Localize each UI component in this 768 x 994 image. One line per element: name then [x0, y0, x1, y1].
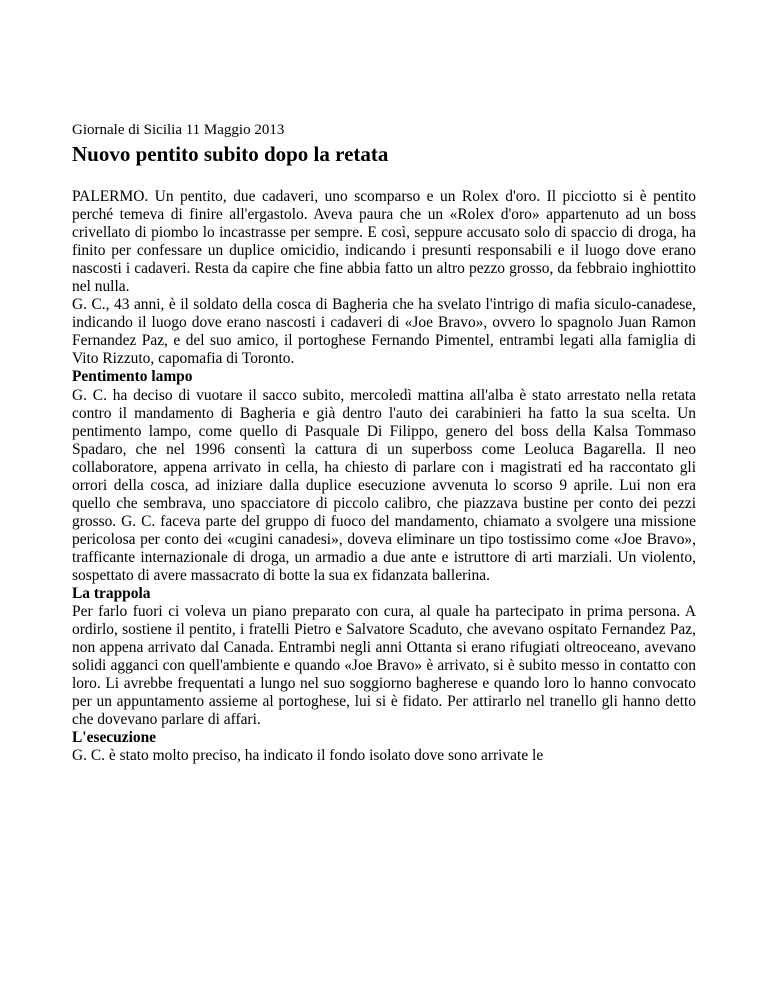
article-body [72, 188, 696, 766]
section-text-esecuzione: G. C. è stato molto preciso, ha indicato il fondo isolato dove sono arrivate le [72, 747, 544, 765]
article-paragraph-suspect: G. C., 43 anni, è il soldato della cosca di Bagheria che ha svelato l'intrigo di mafia siculo-canadese, indicando il luogo dove erano nascosti i cadaveri di «Joe Bravo», ovvero lo spagnolo Juan Ramon Fernandez Paz, e del suo amico, il portoghese Fernando Pimentel, entrambi legati alla famiglia di Vito Rizzuto, capomafia di Toronto. [72, 296, 696, 368]
section-text-trappola: Per farlo fuori ci voleva un piano preparato con cura, al quale ha partecipato in prima persona. A ordirlo, sostiene il pentito, i fratelli Pietro e Salvatore Scaduto, che avevano ospitato Fernandez Paz, non appena arrivato dal Canada. Entrambi negli anni Ottanta si erano rifugiati oltreoceano, avevano solidi agganci con quell'ambiente e quando «Joe Bravo» è arrivato, si è subito messo in contatto con loro. Li avrebbe frequentati a lungo nel suo soggiorno bagherese e quando loro lo hanno convocato per un appuntamento assieme al portoghese, lui si è fidato. Per attirarlo nel tranello gli hanno detto che dovevano parlare di affari. [72, 603, 696, 729]
section-heading-esecuzione: L'esecuzione [72, 729, 157, 747]
section-heading-trappola: La trappola [72, 585, 151, 603]
section-heading-pentimento: Pentimento lampo [72, 368, 193, 386]
newspaper-source: Giornale di Sicilia 11 Maggio 2013 [72, 122, 285, 138]
article-paragraph-intro: PALERMO. Un pentito, due cadaveri, uno scomparso e un Rolex d'oro. Il picciotto si è pentito perché temeva di finire all'ergastolo. Aveva paura che un «Rolex d'oro» appartenuto ad un boss crivellato di piombo lo incastrasse per sempre. E così, seppure accusato solo di spaccio di droga, ha finito per confessare un duplice omicidio, indicando i presunti responsabili e il luogo dove erano nascosti i cadaveri. Resta da capire che fine abbia fatto un altro pezzo grosso, da febbraio inghiottito nel nulla. [72, 188, 696, 296]
article-title: Nuovo pentito subito dopo la retata [72, 142, 389, 166]
document-page [72, 121, 696, 766]
section-text-pentimento: G. C. ha deciso di vuotare il sacco subito, mercoledì mattina all'alba è stato arrestato nella retata contro il mandamento di Bagheria e già dentro l'auto dei carabinieri ha fatto la sua scelta. Un pentimento lampo, come quello di Pasquale Di Filippo, genero del boss della Kalsa Tommaso Spadaro, che nel 1996 consentì la cattura di un superboss come Leoluca Bagarella. Il neo collaboratore, appena arrivato in cella, ha chiesto di parlare con i magistrati ed ha raccontato gli orrori della cosca, ad iniziare dalla duplice esecuzione avvenuta lo scorso 9 aprile. Lui non era quello che sembrava, uno spacciatore di piccolo calibro, che piazzava bustine per conto dei pezzi grosso. G. C. faceva parte del gruppo di fuoco del mandamento, chiamato a svolgere una missione pericolosa per conto dei «cugini canadesi», doveva eliminare un tipo tostissimo come «Joe Bravo», trafficante internazionale di droga, un armadio a due ante e istruttore di arti marziali. Un violento, sospettato di avere massacrato di botte la sua ex fidanzata ballerina. [72, 386, 696, 584]
